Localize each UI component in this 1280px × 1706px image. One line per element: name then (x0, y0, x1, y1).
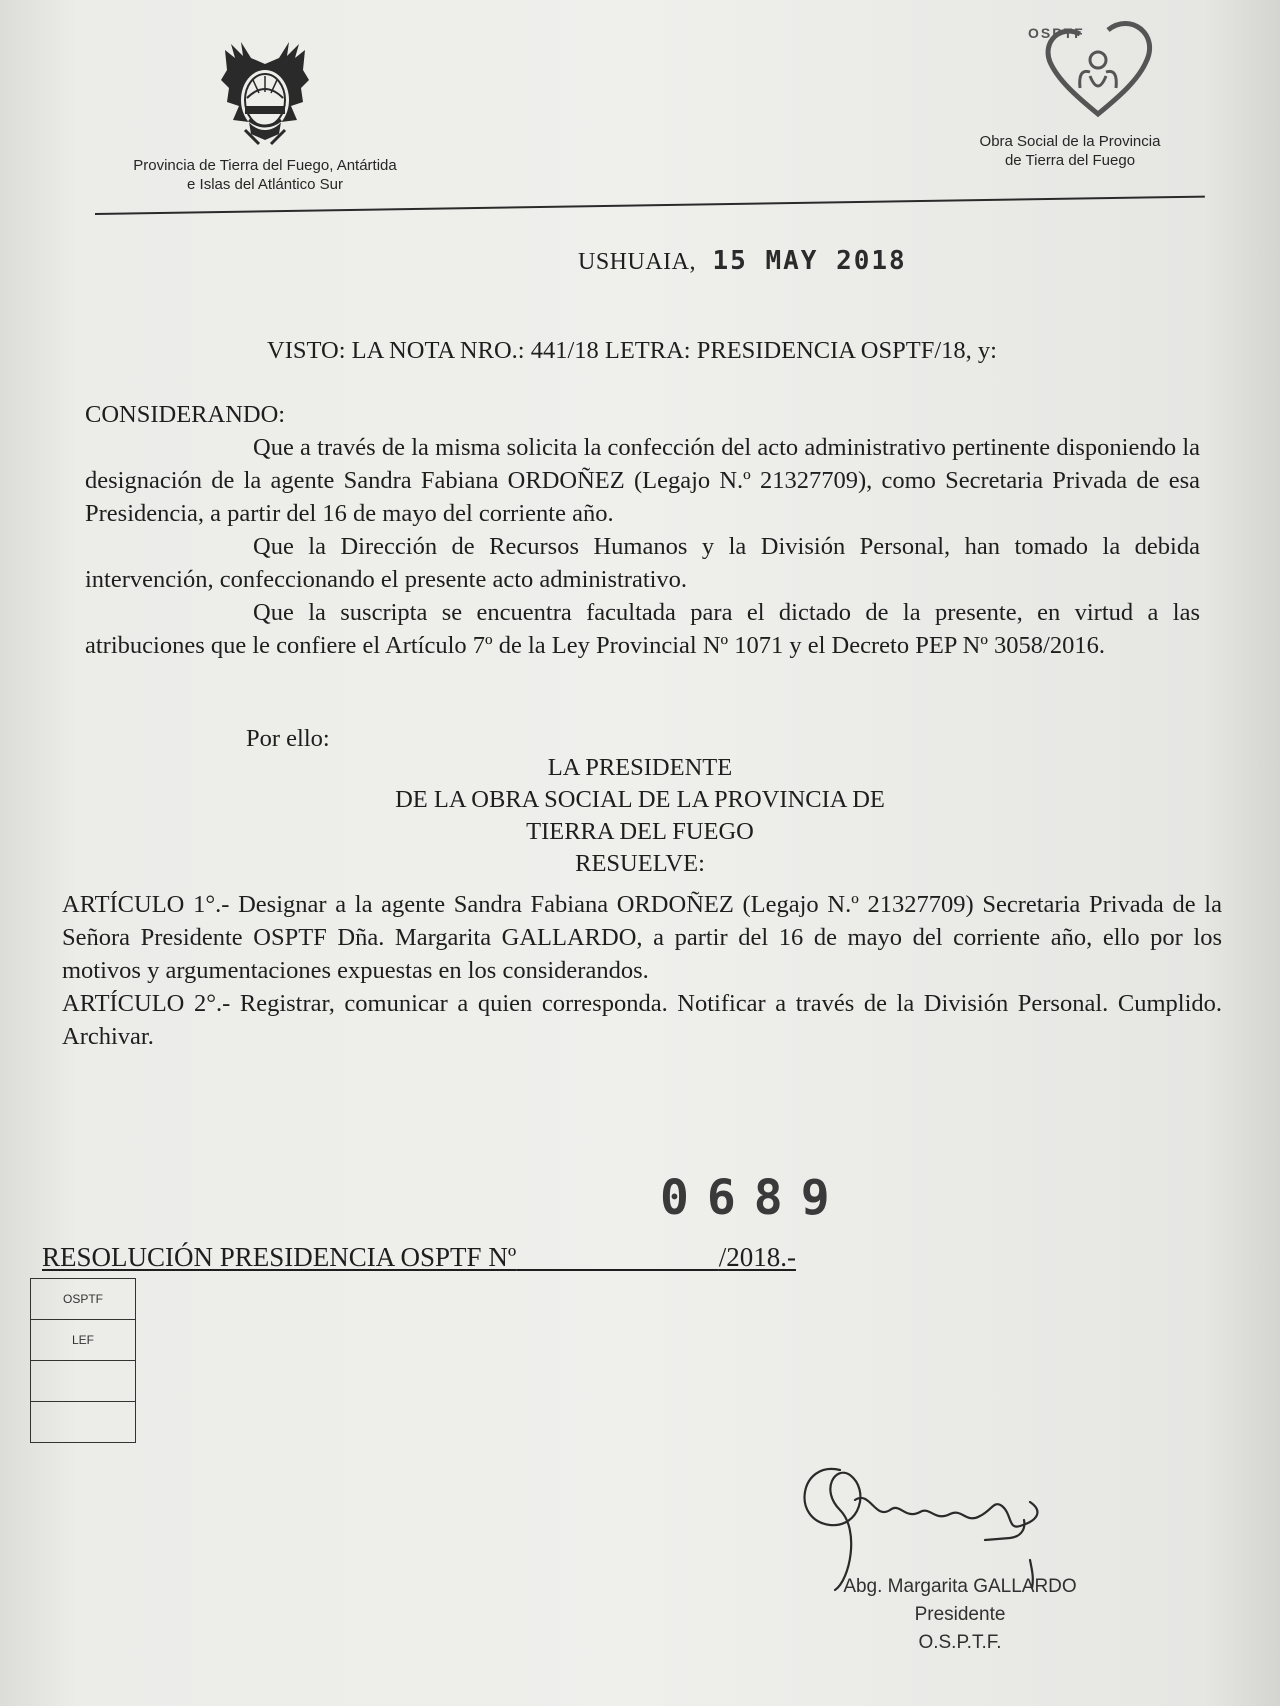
routing-cell-initials: LEF (31, 1320, 136, 1361)
resuelve-heading: RESUELVE: (575, 850, 705, 877)
osptf-logo-text: OSPTF (1028, 25, 1085, 41)
authority-line: DE LA OBRA SOCIAL DE LA PROVINCIA DE (395, 786, 885, 813)
signer-block (800, 1573, 1120, 1657)
header-divider (95, 196, 1205, 215)
osptf-header (930, 16, 1210, 170)
routing-cell-empty (31, 1402, 136, 1443)
province-header (90, 40, 440, 194)
considerando-paragraph: Que la suscripta se encuentra facultada para el dictado de la presente, en virtud a las atribuciones que le confiere el Artículo 7º de la Ley Provincial Nº 1071 y el Decreto PEP Nº 3058/2016. (85, 599, 1200, 659)
signer-title: Presidente (914, 1604, 1006, 1625)
considerando-heading: CONSIDERANDO: (85, 401, 286, 428)
routing-box (30, 1278, 136, 1443)
authority-line: TIERRA DEL FUEGO (526, 818, 754, 845)
dateline (578, 246, 907, 276)
province-name-line1: Provincia de Tierra del Fuego, Antártida (133, 157, 397, 174)
por-ello: Por ello: (246, 725, 330, 752)
considerando-paragraph: Que la Dirección de Recursos Humanos y la División Personal, han tomado la debida intervención, confeccionando el presente acto administrativo. (85, 533, 1200, 593)
province-coat-of-arms-icon (205, 40, 325, 150)
resolution-number-stamp: 0689 (660, 1170, 848, 1226)
visto-line: VISTO: LA NOTA NRO.: 441/18 LETRA: PRESIDENCIA OSPTF/18, y: (267, 337, 997, 364)
articles-section (62, 888, 1222, 1053)
osptf-heart-logo-icon (1020, 16, 1170, 126)
article-1: ARTÍCULO 1°.- Designar a la agente Sandra Fabiana ORDOÑEZ (Legajo N.º 21327709) Secretaria Privada de la Señora Presidente OSPTF Dña. Margarita GALLARDO, a partir del 16 de mayo del corriente año, ello por los motivos y argumentaciones expuestas en los considerandos. (62, 891, 1222, 984)
osptf-name-line2: de Tierra del Fuego (1004, 152, 1136, 169)
resolution-line (42, 1240, 982, 1274)
authority-block (300, 752, 980, 880)
authority-line: LA PRESIDENTE (547, 754, 733, 781)
resolution-prefix: RESOLUCIÓN PRESIDENCIA OSPTF Nº (42, 1242, 517, 1272)
province-name-line2: e Islas del Atlántico Sur (187, 176, 343, 193)
routing-cell-empty (31, 1361, 136, 1402)
signer-name: Abg. Margarita GALLARDO (843, 1576, 1077, 1597)
article-2: ARTÍCULO 2°.- Registrar, comunicar a quien corresponda. Notificar a través de la División Personal. Cumplido. Archivar. (62, 990, 1222, 1050)
routing-cell-osptf: OSPTF (31, 1279, 136, 1320)
resolution-year: /2018.- (718, 1242, 796, 1272)
considerando-section (85, 398, 1200, 662)
osptf-name-line1: Obra Social de la Provincia (979, 133, 1161, 150)
dateline-place: USHUAIA, (578, 249, 696, 275)
considerando-paragraph: Que a través de la misma solicita la confección del acto administrativo pertinente disponiendo la designación de la agente Sandra Fabiana ORDOÑEZ (Legajo N.º 21327709), como Secretaria Privada de esa Presidencia, a partir del 16 de mayo del corriente año. (85, 434, 1200, 527)
signer-org: O.S.P.T.F. (918, 1632, 1002, 1653)
date-stamp: 15 MAY 2018 (712, 246, 907, 276)
